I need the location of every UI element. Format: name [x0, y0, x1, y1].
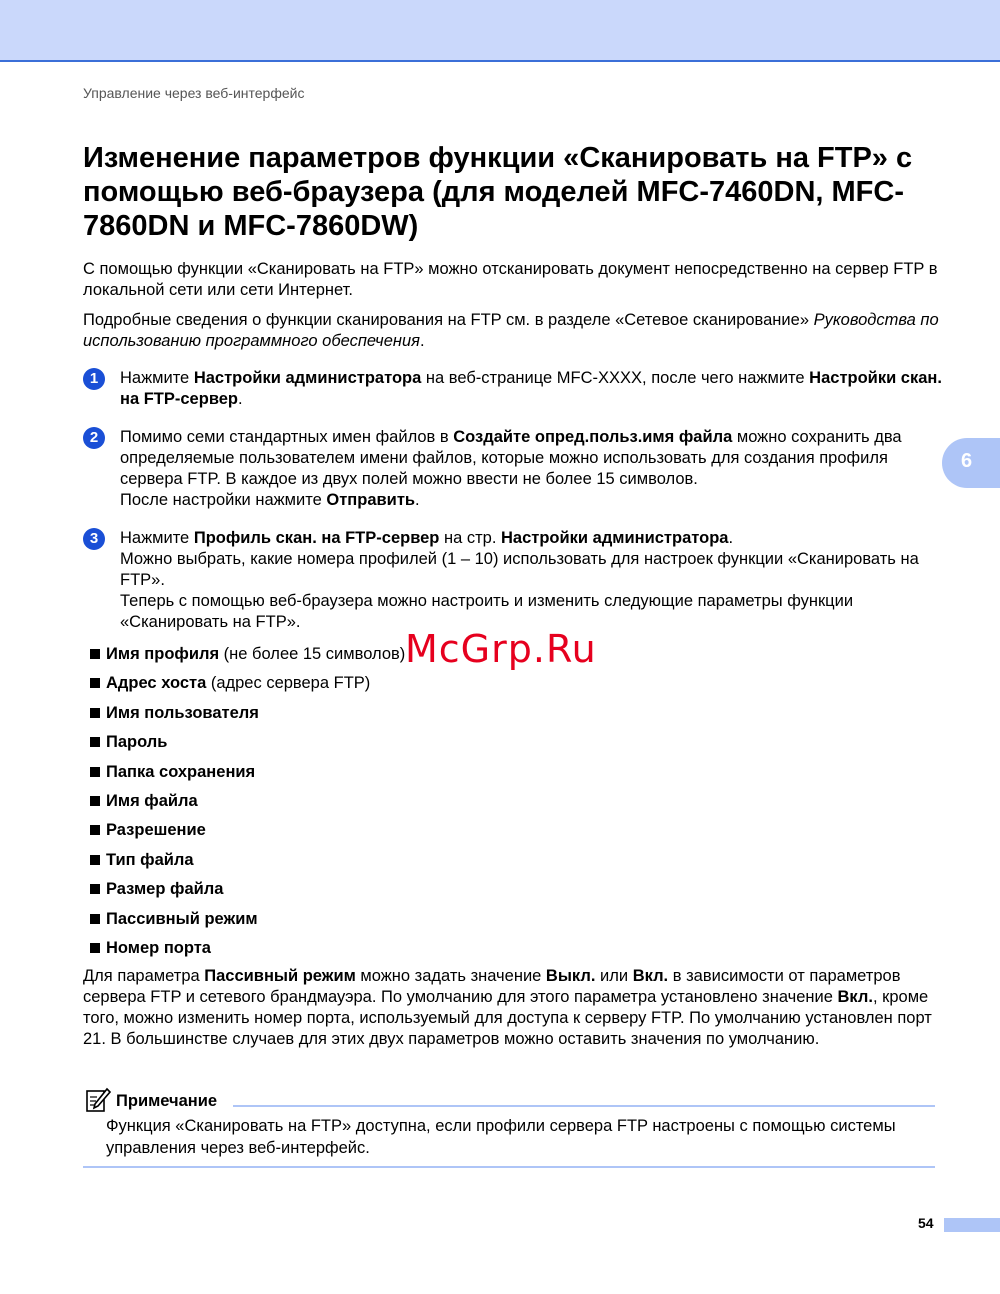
- list-item: Пароль: [90, 730, 405, 759]
- list-item: Разрешение: [90, 818, 405, 847]
- note-pencil-icon: [85, 1087, 111, 1113]
- list-item: Имя пользователя: [90, 701, 405, 730]
- step-number-2: 2: [83, 427, 105, 449]
- list-item: Имя файла: [90, 789, 405, 818]
- list-item: Тип файла: [90, 848, 405, 877]
- running-header: Управление через веб-интерфейс: [83, 85, 305, 101]
- list-item: Размер файла: [90, 877, 405, 906]
- list-item: Адрес хоста (адрес сервера FTP): [90, 671, 405, 700]
- note-bottom-rule: [83, 1166, 935, 1168]
- list-item: Пассивный режим: [90, 907, 405, 936]
- step-number-1: 1: [83, 368, 105, 390]
- ftp-parameter-list: [90, 642, 405, 965]
- note-header: [85, 1087, 935, 1113]
- list-item: Номер порта: [90, 936, 405, 965]
- list-item: Папка сохранения: [90, 760, 405, 789]
- note-text: Функция «Сканировать на FTP» доступна, если профили сервера FTP настроены с помощью системы управления через веб-интерфейс.: [106, 1117, 896, 1157]
- manual-title: Руководства по использованию программного обеспечения: [83, 311, 939, 350]
- step-3-text: Нажмите Профиль скан. на FTP-сервер на стр. Настройки администратора. Можно выбрать, какие номера профилей (1 – 10) использовать для настроек функции «Сканировать на FTP». Теперь с помощью веб-браузера можно настроить и изменить следующие параметры функции «Сканировать на FTP».: [120, 529, 919, 631]
- passive-mode-paragraph: Для параметра Пассивный режим можно задать значение Выкл. или Вкл. в зависимости от параметров сервера FTP и сетевого брандмауэра. По умолчанию для этого параметра установлено значение Вкл., кроме того, можно изменить номер порта, используемый для доступа к серверу FTP. По умолчанию установлен порт 21. В большинстве случаев для этих двух параметров можно оставить значения по умолчанию.: [83, 967, 932, 1048]
- chapter-tab: 6: [942, 438, 1000, 488]
- page-title: Изменение параметров функции «Сканировать на FTP» с помощью веб-браузера (для моделей MFC-7460DN, MFC-7860DN и MFC-7860DW): [83, 142, 913, 242]
- watermark: McGrp.Ru: [405, 627, 597, 671]
- list-item: Имя профиля (не более 15 символов): [90, 642, 405, 671]
- header-band: [0, 0, 1000, 62]
- page-number-bar: [944, 1218, 1000, 1232]
- intro-paragraph-1: С помощью функции «Сканировать на FTP» можно отсканировать документ непосредственно на сервер FTP в локальной сети или сети Интернет.: [83, 260, 938, 299]
- note-title: Примечание: [116, 1092, 218, 1110]
- note-divider: [233, 1105, 935, 1107]
- step-2-text: Помимо семи стандартных имен файлов в Создайте опред.польз.имя файла можно сохранить два определяемые пользователем имени файлов, которые можно использовать для создания профиля сервера FTP. В каждое из двух полей можно ввести не более 15 символов. После настройки нажмите Отправить.: [120, 428, 902, 509]
- step-number-3: 3: [83, 528, 105, 550]
- page-number: 54: [918, 1215, 934, 1231]
- step-1-text: Нажмите Настройки администратора на веб-странице MFC-XXXX, после чего нажмите Настройки скан. на FTP-сервер.: [120, 369, 942, 408]
- intro-paragraph-2: Подробные сведения о функции сканирования на FTP см. в разделе «Сетевое сканирование» Руководства по использованию программного обеспечения.: [83, 311, 939, 350]
